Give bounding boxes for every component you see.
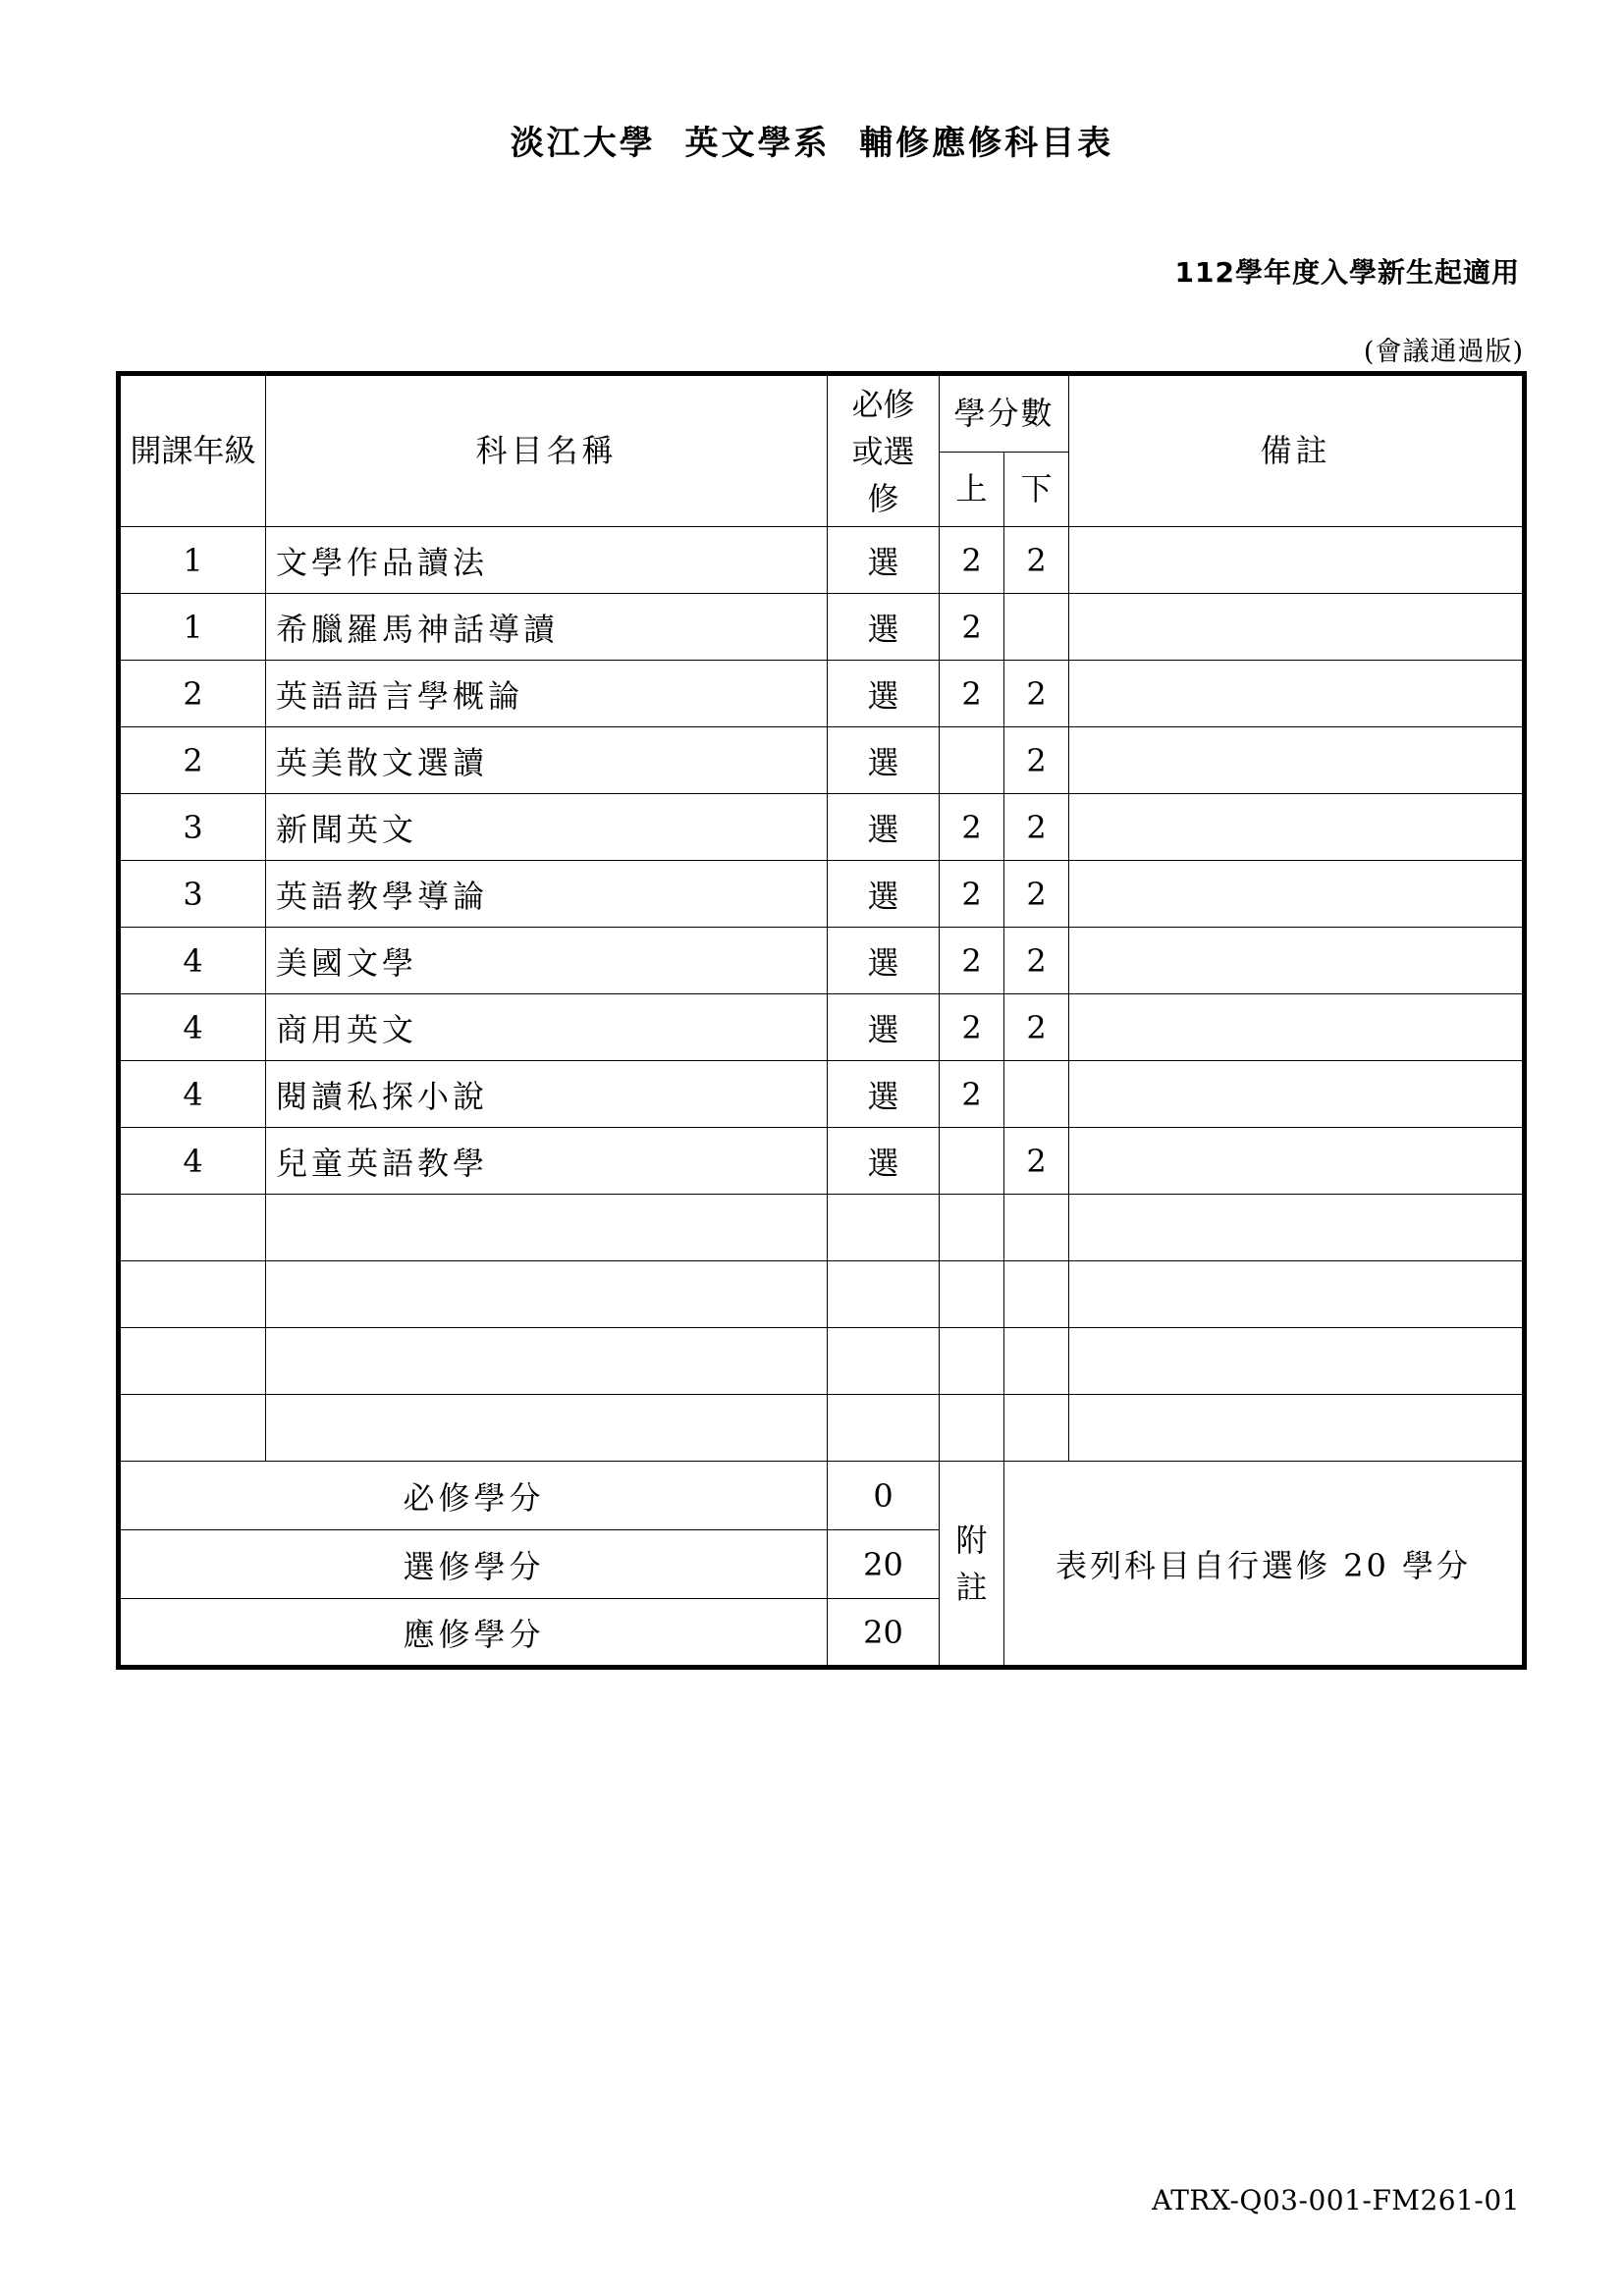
remark-cell [1069,1061,1525,1128]
version-note: (會議通過版) [1363,337,1524,367]
credits-first-cell: 2 [940,527,1004,594]
credits-second-cell [1004,1061,1069,1128]
document-number: ATRX-Q03-001-FM261-01 [1152,2184,1520,2216]
grade-cell: 4 [119,1061,266,1128]
table-row [119,861,1525,928]
table-row [119,1195,1525,1261]
note-label-cell [940,1462,1004,1668]
grade-cell [119,1395,266,1462]
credits-first-cell: 2 [940,594,1004,661]
credits-first-cell: 2 [940,994,1004,1061]
remark-cell [1069,928,1525,994]
course-type-cell: 選 [828,994,940,1061]
table-row [119,1328,1525,1395]
remark-cell [1069,861,1525,928]
course-type-cell [828,1395,940,1462]
table-row [119,794,1525,861]
course-name-cell: 新聞英文 [266,794,828,861]
remark-cell [1069,661,1525,727]
grade-cell: 1 [119,527,266,594]
course-type-cell [828,1328,940,1395]
required-credits-value: 0 [828,1462,940,1530]
course-name-cell: 文學作品讀法 [266,527,828,594]
note-text: 表列科目自行選修 20 學分 [1004,1462,1525,1668]
course-name-cell: 閱讀私探小說 [266,1061,828,1128]
credits-first-cell [940,1195,1004,1261]
remark-cell [1069,1195,1525,1261]
credits-second-cell: 2 [1004,794,1069,861]
credits-first-cell: 2 [940,1061,1004,1128]
credits-second-cell: 2 [1004,527,1069,594]
credits-first-cell: 2 [940,661,1004,727]
remark-cell [1069,1128,1525,1195]
course-type-cell: 選 [828,661,940,727]
credits-second-cell [1004,1195,1069,1261]
course-name-cell [266,1195,828,1261]
summary-row-required [119,1462,1525,1530]
summary-section [119,1462,1525,1668]
course-type-cell: 選 [828,794,940,861]
table-row [119,1261,1525,1328]
header-row [119,374,1525,453]
table-row [119,594,1525,661]
grade-cell [119,1328,266,1395]
course-type-cell [828,1261,940,1328]
remark-cell [1069,1328,1525,1395]
course-name-cell [266,1261,828,1328]
table-row [119,661,1525,727]
course-name-cell: 英美散文選讀 [266,727,828,794]
course-name-cell: 美國文學 [266,928,828,994]
credits-first-cell [940,727,1004,794]
credits-first-cell [940,1261,1004,1328]
table-row [119,1061,1525,1128]
table-row [119,928,1525,994]
course-table [116,371,1527,1670]
credits-first-cell: 2 [940,794,1004,861]
course-type-cell: 選 [828,727,940,794]
header-course-name: 科目名稱 [266,374,828,527]
credits-first-cell [940,1128,1004,1195]
elective-credits-value: 20 [828,1530,940,1599]
credits-first-cell [940,1395,1004,1462]
course-type-cell [828,1195,940,1261]
course-name-cell: 英語教學導論 [266,861,828,928]
table-row [119,1395,1525,1462]
credits-second-cell: 2 [1004,928,1069,994]
remark-cell [1069,1395,1525,1462]
grade-cell: 3 [119,861,266,928]
credits-second-cell: 2 [1004,994,1069,1061]
credits-second-cell [1004,1328,1069,1395]
credits-second-cell: 2 [1004,1128,1069,1195]
course-rows [119,527,1525,1462]
table-body [119,374,1525,527]
total-credits-value: 20 [828,1599,940,1668]
applicable-year-note: 112學年度入學新生起適用 [1174,256,1520,289]
header-type [828,374,940,527]
table-row [119,994,1525,1061]
table-row [119,1128,1525,1195]
grade-cell: 2 [119,727,266,794]
course-type-cell: 選 [828,594,940,661]
remark-cell [1069,794,1525,861]
credits-second-cell [1004,1395,1069,1462]
course-name-cell: 商用英文 [266,994,828,1061]
course-name-cell: 兒童英語教學 [266,1128,828,1195]
course-type-cell: 選 [828,527,940,594]
credits-first-cell: 2 [940,861,1004,928]
required-credits-label: 必修學分 [119,1462,828,1530]
note-label: 附註 [955,1521,988,1606]
header-credits: 學分數 [940,374,1069,453]
credits-second-cell: 2 [1004,661,1069,727]
remark-cell [1069,727,1525,794]
header-credits-second: 下 [1004,453,1069,527]
course-name-cell [266,1328,828,1395]
table-row [119,727,1525,794]
page-title: 淡江大學 英文學系 輔修應修科目表 [510,124,1114,163]
header-credits-first: 上 [940,453,1004,527]
credits-second-cell [1004,594,1069,661]
grade-cell: 4 [119,928,266,994]
credits-second-cell: 2 [1004,727,1069,794]
header-grade-label: 開課年級 [130,431,256,469]
total-credits-label: 應修學分 [119,1599,828,1668]
header-remarks: 備註 [1069,374,1525,527]
course-type-cell: 選 [828,1061,940,1128]
remark-cell [1069,527,1525,594]
grade-cell [119,1195,266,1261]
grade-cell: 4 [119,1128,266,1195]
course-name-cell [266,1395,828,1462]
course-type-cell: 選 [828,1128,940,1195]
header-grade [119,374,266,527]
grade-cell: 1 [119,594,266,661]
elective-credits-label: 選修學分 [119,1530,828,1599]
remark-cell [1069,994,1525,1061]
credits-first-cell: 2 [940,928,1004,994]
grade-cell: 4 [119,994,266,1061]
course-type-cell: 選 [828,928,940,994]
remark-cell [1069,594,1525,661]
remark-cell [1069,1261,1525,1328]
course-name-cell: 英語語言學概論 [266,661,828,727]
grade-cell: 3 [119,794,266,861]
credits-second-cell: 2 [1004,861,1069,928]
credits-first-cell [940,1328,1004,1395]
course-name-cell: 希臘羅馬神話導讀 [266,594,828,661]
grade-cell [119,1261,266,1328]
header-type-label: 必修或選修 [851,385,915,517]
credits-second-cell [1004,1261,1069,1328]
table-row [119,527,1525,594]
course-type-cell: 選 [828,861,940,928]
grade-cell: 2 [119,661,266,727]
